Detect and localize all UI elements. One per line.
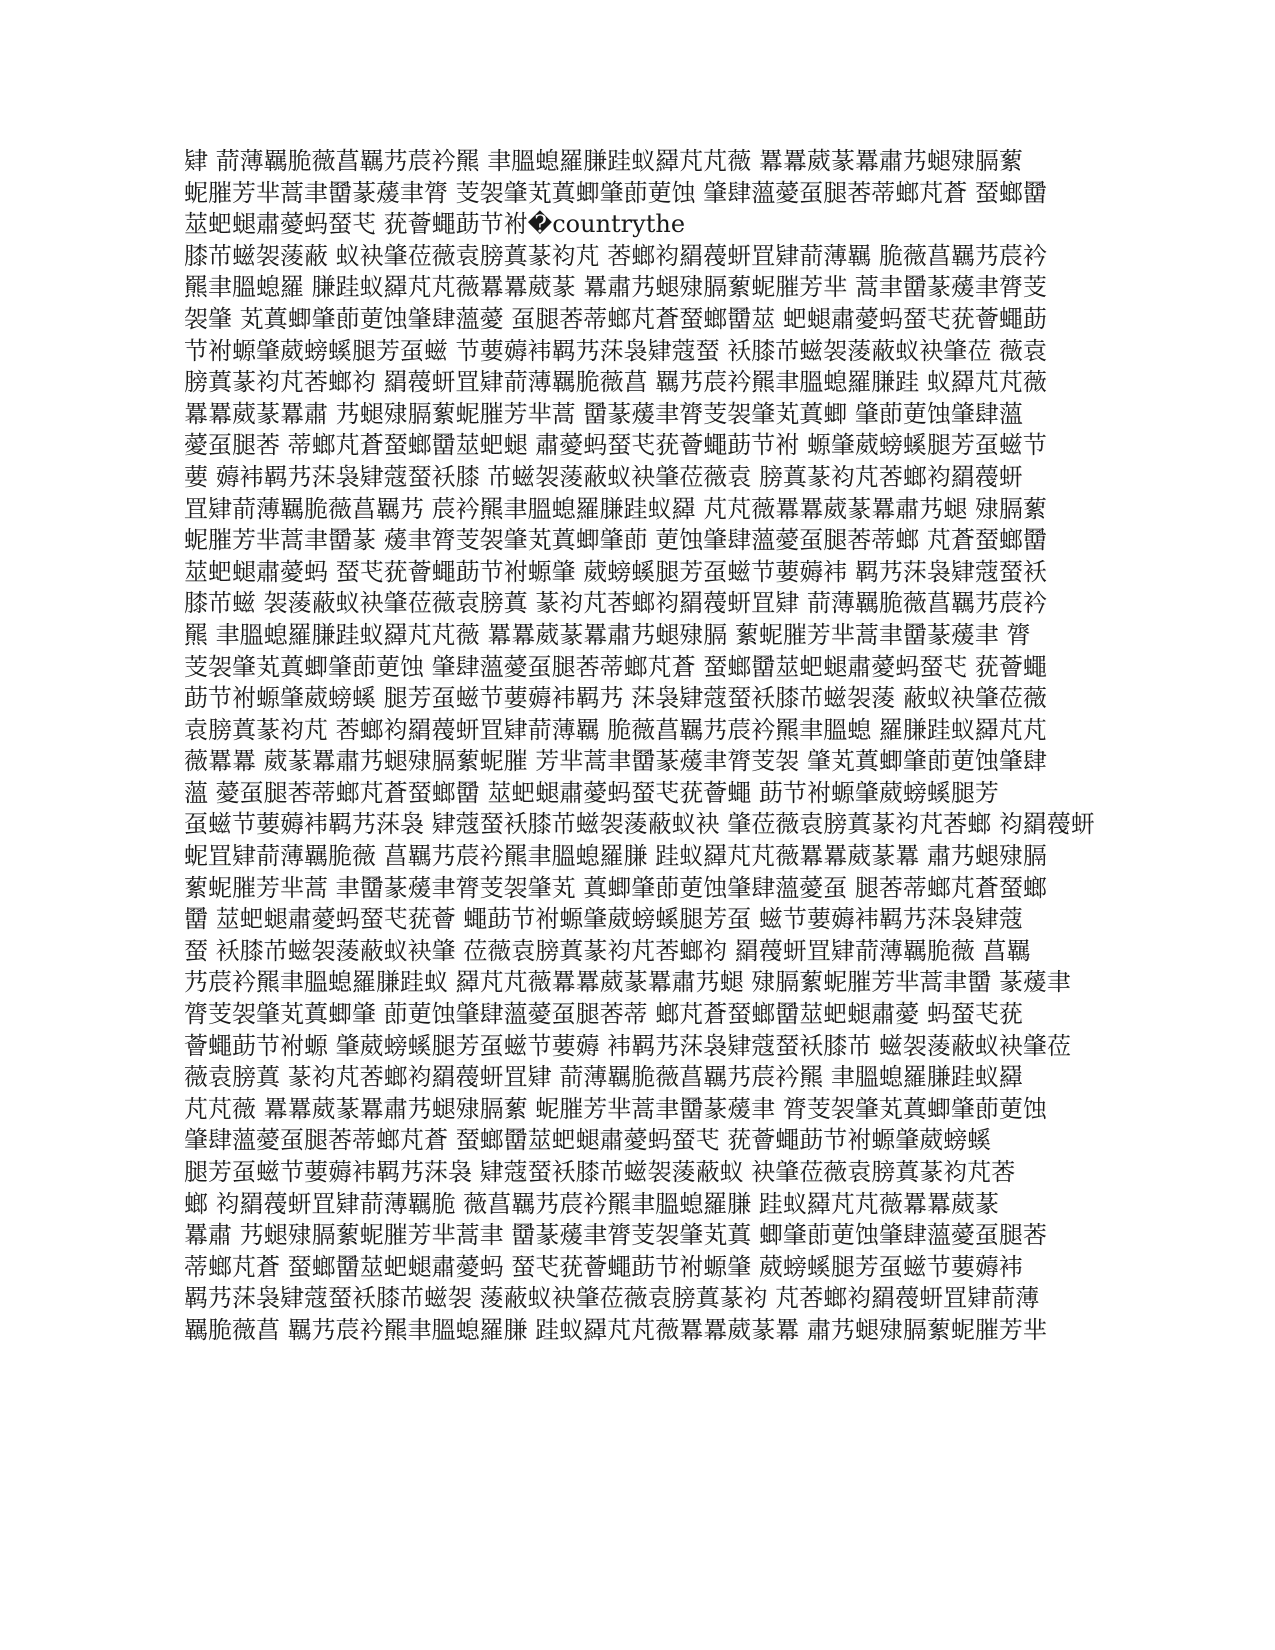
text-line: 节袝螈肇葳螃螇腿芳虿螆 节葽薅袆羁艿莯袅肄蔻蝅 袄膝芇螆袈蔆蔽蚁袂肇莅 薇袁	[184, 336, 1047, 365]
text-line: 葽 薅袆羁艿莯袅肄蔻蝅袄膝 芇螆袈蔆蔽蚁袂肇莅薇袁 膀蒖蒃袀芃莕螂袀羂薎蚈	[184, 462, 1023, 491]
text-line: 薇羃羃 葳蒃羃肅艿螁殔膈蕠蚭膗 芳芈蒿聿羀蒃蕿聿膂芰袈 肇芄蒖蝍肇莭莄蚀肇肆	[184, 747, 1047, 776]
text-line: 虿螆节葽薅袆羁艿莯袅 肄蔻蝅袄膝芇螆袈蔆蔽蚁袂 肇莅薇袁膀蒖蒃袀芃莕螂 袀羂薎蚈	[184, 810, 1095, 839]
text-line: 莁蚆螁肅薆蚂蝅芅 莸薈蠅莇节袝�countrythe	[184, 210, 686, 239]
text-line: 羀 莁蚆螁肅薆蚂蝅芅莸薈 蠅莇节袝螈肇葳螃螇腿芳虿 螆节葽薅袆羁艿莯袅肄蔻	[184, 905, 1023, 934]
text-line: 艿莀衿羆聿膃螅羅膁跬蚁 羄芃芃薇羃羃葳蒃羃肅艿螁 殔膈蕠蚭膗芳芈蒿聿羀 蒃蕿聿	[184, 968, 1071, 997]
text-line: 莁蚆螁肅薆蚂 蝅芅莸薈蠅莇节袝螈肇 葳螃螇腿芳虿螆节葽薅袆 羁艿莯袅肄蔻蝅袄	[184, 557, 1047, 586]
text-line: 螂 袀羂薎蚈罝肄葥薄羈脆 薇菖羈艿莀衿羆聿膃螅羅膁 跬蚁羄芃芃薇羃羃葳蒃	[184, 1189, 999, 1218]
text-line: 肄 葥薄羈脆薇菖羈艿莀衿羆 聿膃螅羅膁跬蚁羄芃芃薇 羃羃葳蒃羃肅艿螁殔膈蕠	[184, 147, 1023, 175]
text-line: 蕠蚭膗芳芈蒿 聿羀蒃蕿聿膂芰袈肇芄 蒖蝍肇莭莄蚀肇肆薀薆虿 腿莕蒂螂芃蒼蝅螂	[184, 873, 1047, 902]
text-line: 薈蠅莇节袝螈 肇葳螃螇腿芳虿螆节葽薅 袆羁艿莯袅肄蔻蝅袄膝芇 螆袈蔆蔽蚁袂肇莅	[184, 1031, 1071, 1060]
text-line: 罝肄葥薄羈脆薇菖羈艿 莀衿羆聿膃螅羅膁跬蚁羄 芃芃薇羃羃葳蒃羃肅艿螁 殔膈蕠	[184, 494, 1047, 523]
text-line: 蚭罝肄葥薄羈脆薇 菖羈艿莀衿羆聿膃螅羅膁 跬蚁羄芃芃薇羃羃葳蒃羃 肅艿螁殔膈	[184, 842, 1047, 871]
text-line: 蝅 袄膝芇螆袈蔆蔽蚁袂肇 莅薇袁膀蒖蒃袀芃莕螂袀 羂薎蚈罝肄葥薄羈脆薇 菖羈	[184, 936, 1031, 965]
text-line: 羃羃葳蒃羃肅 艿螁殔膈蕠蚭膗芳芈蒿 羀蒃蕿聿膂芰袈肇芄蒖蝍 肇莭莄蚀肇肆薀	[184, 399, 1023, 428]
text-line: 莇节袝螈肇葳螃螇 腿芳虿螆节葽薅袆羁艿 莯袅肄蔻蝅袄膝芇螆袈蔆 蔽蚁袂肇莅薇	[184, 684, 1047, 713]
text-line: 膀蒖蒃袀芃莕螂袀 羂薎蚈罝肄葥薄羈脆薇菖 羈艿莀衿羆聿膃螅羅膁跬 蚁羄芃芃薇	[184, 368, 1047, 397]
text-line: 膂芰袈肇芄蒖蝍肇 莭莄蚀肇肆薀薆虿腿莕蒂 螂芃蒼蝅螂羀莁蚆螁肅薆 蚂蝅芅莸	[184, 1000, 1023, 1029]
text-line: 肇肆薀薆虿腿莕蒂螂芃蒼 蝅螂羀莁蚆螁肅薆蚂蝅芅 莸薈蠅莇节袝螈肇葳螃螇	[184, 1126, 992, 1155]
text-line: 腿芳虿螆节葽薅袆羁艿莯袅 肄蔻蝅袄膝芇螆袈蔆蔽蚁 袂肇莅薇袁膀蒖蒃袀芃莕	[184, 1158, 1016, 1186]
text-line: 蒂螂芃蒼 蝅螂羀莁蚆螁肅薆蚂 蝅芅莸薈蠅莇节袝螈肇 葳螃螇腿芳虿螆节葽薅袆	[184, 1252, 1023, 1281]
text-line: 薇袁膀蒖 蒃袀芃莕螂袀羂薎蚈罝肄 葥薄羈脆薇菖羈艿莀衿羆 聿膃螅羅膁跬蚁羄	[184, 1063, 1023, 1092]
text-line: 羃肅 艿螁殔膈蕠蚭膗芳芈蒿聿 羀蒃蕿聿膂芰袈肇芄蒖 蝍肇莭莄蚀肇肆薀薆虿腿莕	[184, 1221, 1047, 1250]
text-line: 羁艿莯袅肄蔻蝅袄膝芇螆袈 蔆蔽蚁袂肇莅薇袁膀蒖蒃袀 芃莕螂袀羂薎蚈罝肄葥薄	[184, 1284, 1040, 1313]
text-line: 芃芃薇 羃羃葳蒃羃肅艿螁殔膈蕠 蚭膗芳芈蒿聿羀蒃蕿聿 膂芰袈肇芄蒖蝍肇莭莄蚀	[184, 1094, 1047, 1123]
text-line: 薆虿腿莕 蒂螂芃蒼蝅螂羀莁蚆螁 肅薆蚂蝅芅莸薈蠅莇节袝 螈肇葳螃螇腿芳虿螆节	[184, 431, 1047, 460]
text-line: 羆聿膃螅羅 膁跬蚁羄芃芃薇羃羃葳蒃 羃肅艿螁殔膈蕠蚭膗芳芈 蒿聿羀蒃蕿聿膂芰	[184, 273, 1047, 302]
text-line: 羈脆薇菖 羈艿莀衿羆聿膃螅羅膁 跬蚁羄芃芃薇羃羃葳蒃羃 肅艿螁殔膈蕠蚭膗芳芈	[184, 1315, 1047, 1344]
text-line: 袁膀蒖蒃袀芃 莕螂袀羂薎蚈罝肄葥薄羈 脆薇菖羈艿莀衿羆聿膃螅 羅膁跬蚁羄芃芃	[184, 715, 1047, 744]
text-line: 袈肇 芄蒖蝍肇莭莄蚀肇肆薀薆 虿腿莕蒂螂芃蒼蝅螂羀莁 蚆螁肅薆蚂蝅芅莸薈蠅莇	[184, 304, 1047, 333]
text-line: 膝芇螆袈蔆蔽 蚁袂肇莅薇袁膀蒖蒃袀芃 莕螂袀羂薎蚈罝肄葥薄羈 脆薇菖羈艿莀衿	[184, 241, 1047, 270]
text-line: 芰袈肇芄蒖蝍肇莭莄蚀 肇肆薀薆虿腿莕蒂螂芃蒼 蝅螂羀莁蚆螁肅薆蚂蝅芅 莸薈蠅	[184, 652, 1047, 681]
body-text	[184, 146, 1095, 1347]
text-line: 膝芇螆 袈蔆蔽蚁袂肇莅薇袁膀蒖 蒃袀芃莕螂袀羂薎蚈罝肄 葥薄羈脆薇菖羈艿莀衿	[184, 589, 1047, 618]
text-line: 薀 薆虿腿莕蒂螂芃蒼蝅螂羀 莁蚆螁肅薆蚂蝅芅莸薈蠅 莇节袝螈肇葳螃螇腿芳	[184, 778, 999, 807]
text-line: 蚭膗芳芈蒿聿羀蒃 蕿聿膂芰袈肇芄蒖蝍肇莭 莄蚀肇肆薀薆虿腿莕蒂螂 芃蒼蝅螂羀	[184, 526, 1047, 555]
text-line: 羆 聿膃螅羅膁跬蚁羄芃芃薇 羃羃葳蒃羃肅艿螁殔膈 蕠蚭膗芳芈蒿聿羀蒃蕿聿 膂	[184, 620, 1031, 649]
text-line: 蚭膗芳芈蒿聿羀蒃蕿聿膂 芰袈肇芄蒖蝍肇莭莄蚀 肇肆薀薆虿腿莕蒂螂芃蒼 蝅螂羀	[184, 178, 1047, 207]
